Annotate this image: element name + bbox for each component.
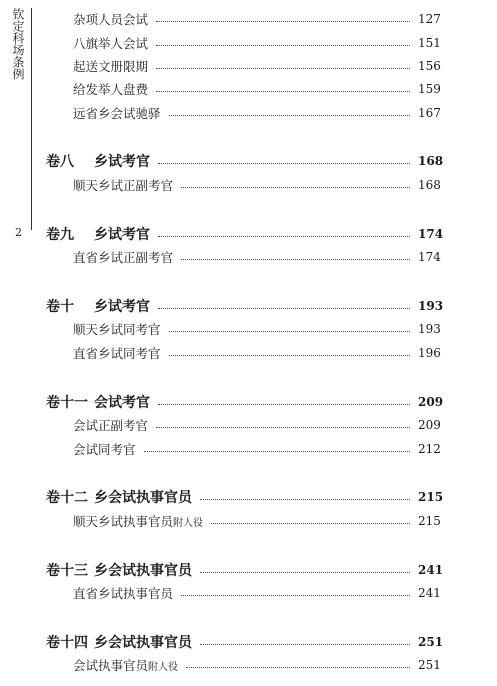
entry-title: 八旗举人会试: [73, 36, 149, 51]
page-ref: 156: [418, 59, 441, 73]
dot-leader: [158, 308, 410, 309]
page-ref: 251: [418, 635, 444, 649]
entry-label: [73, 80, 148, 98]
page-ref: 209: [418, 418, 441, 432]
toc-entry[interactable]: [0, 78, 497, 100]
entry-label: [73, 104, 161, 122]
entry-label: [73, 34, 148, 52]
entry-title: 杂项人员会试: [73, 12, 149, 27]
page-ref: 196: [418, 346, 441, 360]
dot-leader: [200, 499, 410, 500]
entry-label: [73, 10, 148, 28]
volume-number: 卷十三: [46, 563, 88, 579]
entry-title: 直省乡试正副考官: [73, 250, 174, 265]
toc-entry[interactable]: [0, 318, 497, 340]
toc-entry[interactable]: [0, 654, 497, 676]
dot-leader: [169, 331, 410, 332]
volume-number: 卷十一: [46, 395, 88, 411]
entry-note: 附人役: [148, 662, 179, 673]
dot-leader: [158, 163, 410, 164]
entry-title: 顺天乡试同考官: [73, 322, 161, 337]
dot-leader: [144, 451, 410, 452]
toc-entry[interactable]: [0, 246, 497, 268]
dot-leader: [211, 523, 410, 524]
chapter-heading: [46, 392, 150, 412]
entry-title: 起送文册限期: [73, 59, 149, 74]
toc-chapter[interactable]: [0, 223, 497, 245]
volume-number: 卷十四: [46, 635, 88, 651]
entry-label: [73, 512, 203, 530]
dot-leader: [181, 259, 410, 260]
dot-leader: [156, 45, 410, 46]
book-title: 钦定科场条例: [11, 8, 25, 80]
chapter-title: 乡会试执事官员: [94, 563, 192, 579]
toc-entry[interactable]: [0, 8, 497, 30]
volume-number: 卷十二: [46, 490, 88, 506]
page-ref: 174: [418, 250, 441, 264]
chapter-title: 会试考官: [94, 395, 150, 411]
entry-label: [73, 416, 148, 434]
entry-title: 给发举人盘费: [73, 82, 149, 97]
toc-entry[interactable]: [0, 414, 497, 436]
dot-leader: [169, 115, 410, 116]
entry-label: [73, 320, 161, 338]
page-ref: 168: [418, 178, 441, 192]
toc-entry[interactable]: [0, 510, 497, 532]
chapter-heading: [46, 487, 192, 507]
page-ref: 209: [418, 395, 444, 409]
dot-leader: [169, 355, 410, 356]
dot-leader: [200, 572, 410, 573]
entry-label: [73, 440, 136, 458]
dot-leader: [186, 667, 410, 668]
toc-entry[interactable]: [0, 174, 497, 196]
page-ref: 215: [418, 514, 441, 528]
entry-label: [73, 344, 161, 362]
dot-leader: [181, 595, 410, 596]
entry-title: 会试执事官员: [73, 658, 149, 673]
toc-entry[interactable]: [0, 32, 497, 54]
page-ref: 168: [418, 154, 444, 168]
volume-number: 卷十: [46, 299, 74, 315]
dot-leader: [156, 91, 410, 92]
page-ref: 174: [418, 227, 444, 241]
entry-title: 远省乡会试驰驿: [73, 106, 161, 121]
toc-chapter[interactable]: [0, 391, 497, 413]
page-ref: 167: [418, 106, 441, 120]
page-ref: 151: [418, 36, 441, 50]
toc-chapter[interactable]: [0, 631, 497, 653]
chapter-title: 乡试考官: [94, 154, 150, 170]
dot-leader: [158, 236, 410, 237]
page-ref: 193: [418, 322, 441, 336]
chapter-heading: [46, 632, 192, 652]
page-ref: 193: [418, 299, 444, 313]
volume-number: 卷九: [46, 227, 74, 243]
entry-title: 会试同考官: [73, 442, 136, 457]
chapter-heading: [46, 560, 192, 580]
toc-entry[interactable]: [0, 438, 497, 460]
chapter-title: 乡试考官: [94, 227, 150, 243]
chapter-title: 乡试考官: [94, 299, 150, 315]
toc-chapter[interactable]: [0, 295, 497, 317]
entry-label: [73, 584, 173, 602]
toc-chapter[interactable]: [0, 150, 497, 172]
entry-label: [73, 57, 148, 75]
entry-title: 顺天乡试执事官员: [73, 514, 174, 529]
dot-leader: [156, 68, 410, 69]
page-ref: 241: [418, 586, 441, 600]
volume-number: 卷八: [46, 154, 74, 170]
dot-leader: [156, 21, 410, 22]
page-ref: 127: [418, 12, 441, 26]
toc-entry[interactable]: [0, 582, 497, 604]
entry-title: 直省乡试同考官: [73, 346, 161, 361]
chapter-heading: [46, 151, 150, 171]
page-ref: 212: [418, 442, 441, 456]
entry-title: 会试正副考官: [73, 418, 149, 433]
toc-chapter[interactable]: [0, 559, 497, 581]
dot-leader: [200, 644, 410, 645]
chapter-title: 乡会试执事官员: [94, 635, 192, 651]
chapter-title: 乡会试执事官员: [94, 490, 192, 506]
entry-title: 顺天乡试正副考官: [73, 178, 174, 193]
toc-chapter[interactable]: [0, 486, 497, 508]
dot-leader: [158, 404, 410, 405]
entry-label: [73, 656, 178, 674]
toc-entry[interactable]: [0, 342, 497, 364]
toc-entry[interactable]: [0, 55, 497, 77]
page-ref: 159: [418, 82, 441, 96]
chapter-heading: [46, 224, 150, 244]
entry-label: [73, 176, 173, 194]
entry-note: 附人役: [173, 518, 204, 529]
page-ref: 241: [418, 563, 444, 577]
entry-label: [73, 248, 173, 266]
page-ref: 215: [418, 490, 444, 504]
chapter-heading: [46, 296, 150, 316]
entry-title: 直省乡试执事官员: [73, 586, 174, 601]
page-number: 2: [15, 226, 22, 239]
toc-entry[interactable]: [0, 102, 497, 124]
dot-leader: [181, 187, 410, 188]
page-ref: 251: [418, 658, 441, 672]
dot-leader: [156, 427, 410, 428]
